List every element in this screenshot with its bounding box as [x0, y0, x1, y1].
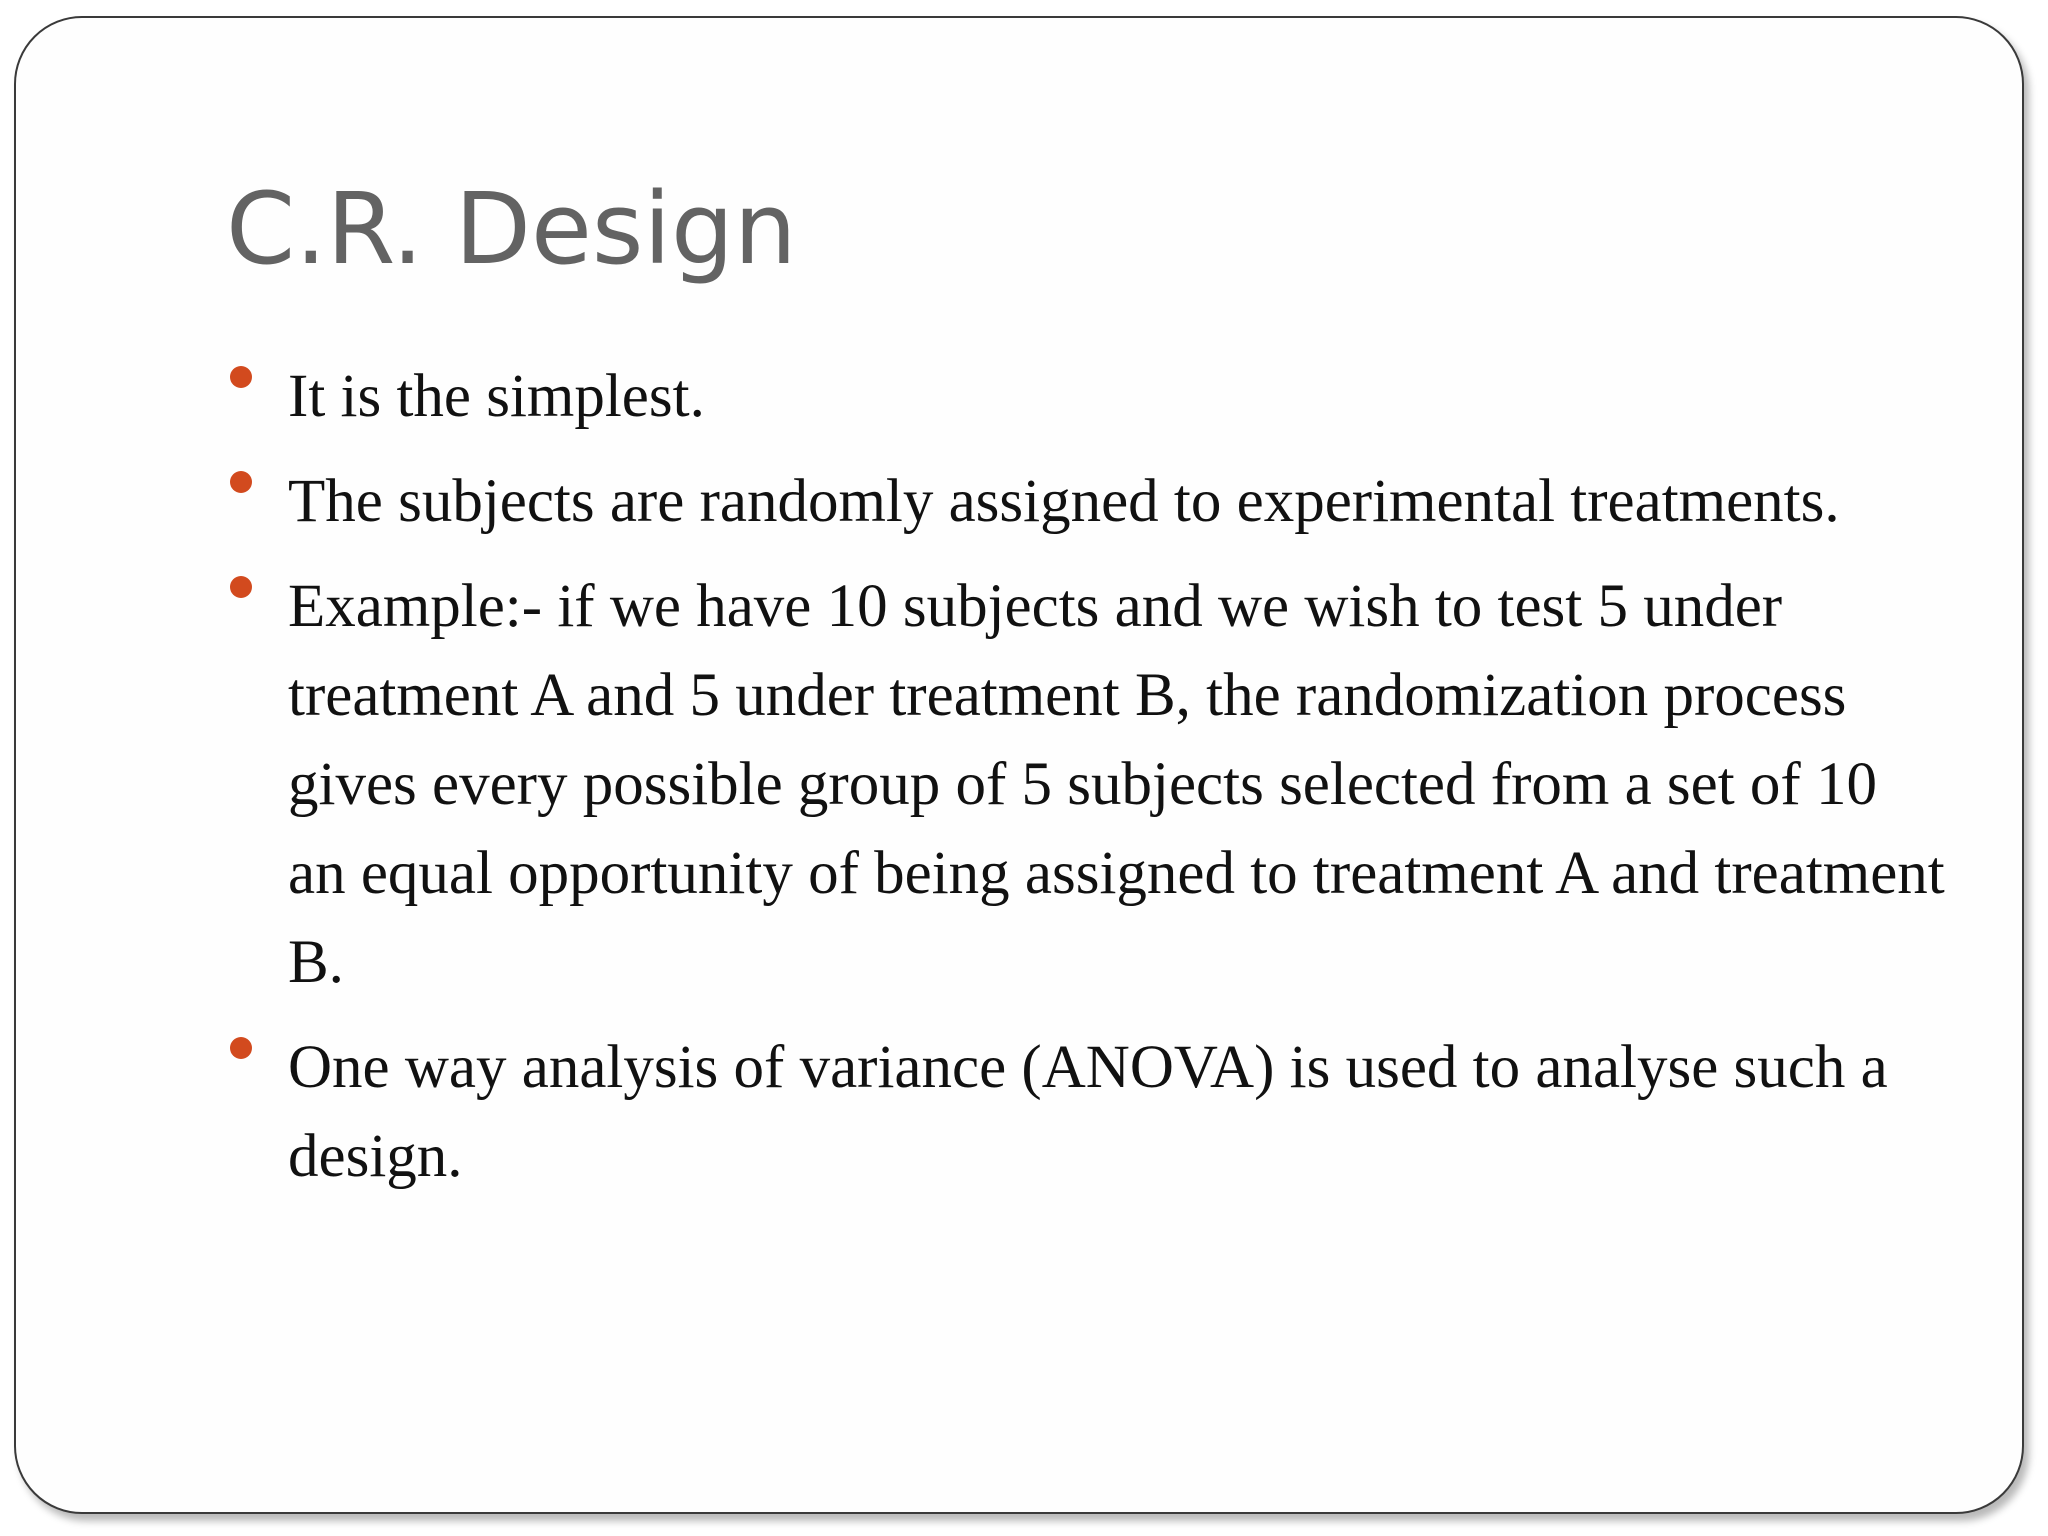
bullet-item	[226, 457, 1946, 546]
bullet-item	[226, 352, 1946, 441]
bullet-item	[226, 1023, 1946, 1201]
bullet-text: The subjects are randomly assigned to experimental treatments.	[288, 468, 1840, 535]
bullet-item	[226, 562, 1946, 1007]
bullet-text: It is the simplest.	[288, 363, 705, 430]
bullet-dot-icon	[230, 366, 252, 388]
bullet-text: One way analysis of variance (ANOVA) is used to analyse such a design.	[288, 1034, 1888, 1190]
bullet-dot-icon	[230, 471, 252, 493]
bullet-dot-icon	[230, 576, 252, 598]
bullet-text: Example:- if we have 10 subjects and we wish to test 5 under treatment A and 5 under treatment B, the randomization process gives every possible group of 5 subjects selected from a set of 10 an equal opportunity of being assigned to treatment A and treatment B.	[288, 573, 1945, 996]
bullet-dot-icon	[230, 1037, 252, 1059]
bullet-list	[226, 352, 1946, 1217]
slide-title: C.R. Design	[226, 172, 797, 287]
